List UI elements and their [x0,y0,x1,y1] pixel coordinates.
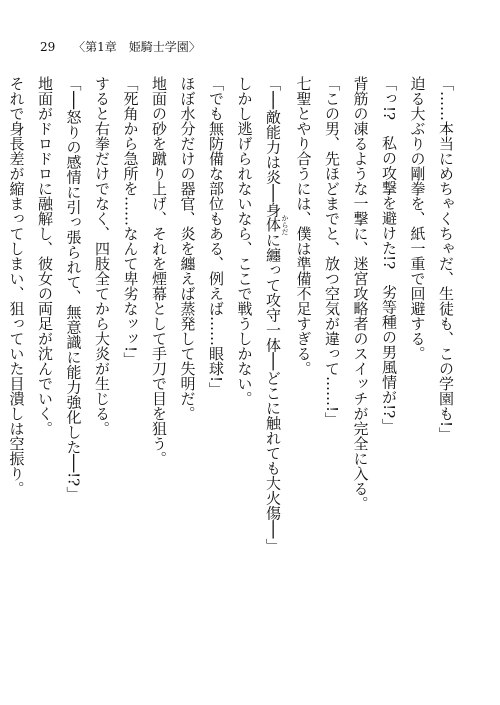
page-number: 29 [40,40,56,54]
text-line: 「この男、先ほどまでと、放つ空気が違って……!」 [323,76,341,428]
text-line: 「っ!? 私の攻撃を避けた!? 劣等種の男風情が!?」 [380,76,398,434]
text-line: 地面の砂を蹴り上げ、それを煙幕として手刀で目を狙う。 [150,76,168,466]
ruby-base: 体 [264,214,282,236]
text-segment: 「──敵能力は炎──身 [264,76,282,218]
text-line: 「でも無防備な部位もある、例えば……眼球!」 [207,76,225,398]
text-line: 地面がドロドロに融解し、彼女の両足が沈んでいく。 [36,76,54,436]
ruby-reading: からだ [281,214,289,236]
text-line: 迫る大ぶりの剛拳を、紙一重で回避する。 [408,76,427,361]
text-segment: に纏って攻守一体──どこに触れても大火傷──」 [264,232,282,554]
text-line: 「……本当にめちゃくちゃだ、生徒も、この学園も!」 [437,76,455,443]
text-line: しかし逃げられないなら、ここで戦うしかない。 [235,76,254,406]
text-line: 背筋の凍るような一撃に、迷宮攻略者のスイッチが完全に入る。 [351,76,370,511]
text-line: ほぼ水分だけの器官、炎を纏えば蒸発して失明だ。 [178,76,197,421]
text-line: 七聖とやり合うには、僕は準備不足すぎる。 [294,76,313,376]
text-line [259,76,290,606]
text-line: 「──怒りの感情に引っ張られて、無意識に能力強化した──!?」 [64,76,83,502]
text-line: それで身長差が縮まってしまい、狙っていた目潰しは空振り。 [7,76,26,496]
ruby-annotation [264,214,289,236]
text-line: 「死角から急所を……なんて卑劣なッッ!」 [121,76,140,368]
running-header [40,38,201,55]
chapter-title: 〈第1章 姫騎士学園〉 [73,40,201,54]
vertical-text-body [7,76,460,606]
text-line [0,76,2,606]
text-line: すると右拳だけでなく、四肢全てから大炎が生じる。 [93,76,111,436]
